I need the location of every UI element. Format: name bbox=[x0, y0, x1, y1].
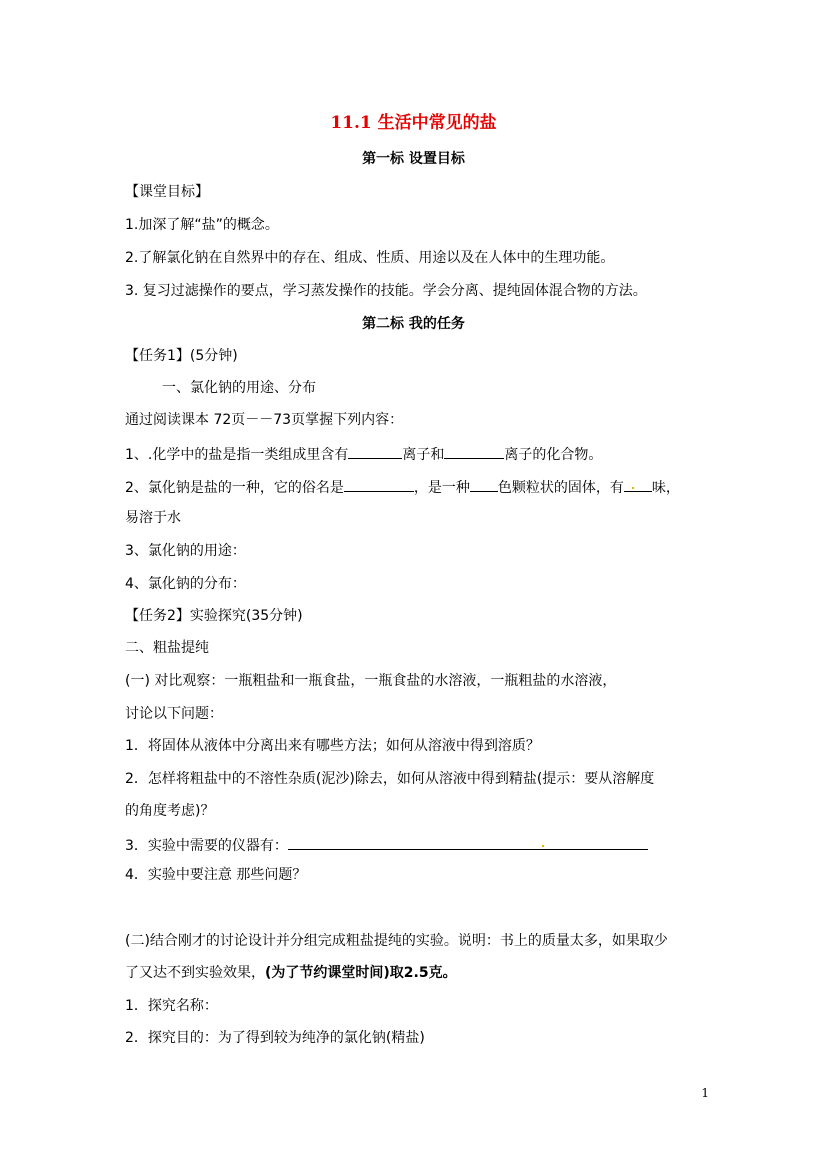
answer-blank[interactable] bbox=[470, 477, 498, 492]
question-1 bbox=[125, 444, 602, 464]
discussion-3-label: 3．实验中需要的仪器有： bbox=[125, 838, 288, 854]
answer-blank[interactable] bbox=[444, 444, 504, 459]
discussion-4: 4．实验中要注意 那些问题？ bbox=[125, 867, 307, 883]
goal-2: 2.了解氯化钠在自然界中的存在、组成、性质、用途以及在人体中的生理功能。 bbox=[125, 250, 615, 266]
discussion-2-continuation: 的角度考虑)？ bbox=[125, 803, 215, 819]
page-number: 1 bbox=[701, 1086, 709, 1100]
section2-heading: 第二标 我的任务 bbox=[362, 316, 465, 332]
answer-blank[interactable] bbox=[624, 477, 652, 492]
part2-line2-text: 了又达不到实验效果， bbox=[125, 965, 265, 981]
stray-mark bbox=[632, 487, 634, 489]
discussion-1: 1．将固体从液体中分离出来有哪些方法；如何从溶液中得到溶质？ bbox=[125, 738, 540, 754]
task1-intro: 通过阅读课本 72页－－73页掌握下列内容： bbox=[125, 412, 404, 428]
task1-subheading: 一、氯化钠的用途、分布 bbox=[162, 380, 316, 396]
answer-blank[interactable] bbox=[288, 835, 648, 850]
task2-heading: 【任务2】实验探究(35分钟) bbox=[125, 608, 303, 624]
question-2-part-d: 味， bbox=[651, 480, 680, 496]
part2-line2 bbox=[125, 964, 457, 982]
task2-subheading: 二、粗盐提纯 bbox=[125, 640, 209, 656]
question-1-part-a: 1、.化学中的盐是指一类组成里含有 bbox=[125, 447, 349, 463]
discuss-text: 讨论以下问题： bbox=[125, 706, 223, 722]
part2-line2-bold: (为了节约课堂时间)取2.5克。 bbox=[265, 965, 457, 981]
question-2 bbox=[125, 477, 680, 497]
goal-3: 3. 复习过滤操作的要点，学习蒸发操作的技能。学会分离、提纯固体混合物的方法。 bbox=[125, 283, 647, 299]
question-3: 3、氯化钠的用途： bbox=[125, 543, 246, 559]
question-1-part-b: 离子和 bbox=[402, 447, 445, 463]
stray-mark bbox=[542, 845, 544, 847]
discussion-3 bbox=[125, 835, 648, 855]
experiment-name: 1．探究名称： bbox=[125, 998, 218, 1014]
question-1-part-c: 离子的化合物。 bbox=[504, 447, 603, 463]
goal-1: 1.加深了解“盐”的概念。 bbox=[125, 217, 279, 233]
section1-heading: 第一标 设置目标 bbox=[362, 151, 465, 167]
part2-line1: (二)结合刚才的讨论设计并分组完成粗盐提纯的实验。说明：书上的质量太多，如果取少 bbox=[125, 933, 668, 949]
question-2-part-c: 色颗粒状的固体，有 bbox=[497, 480, 624, 496]
answer-blank[interactable] bbox=[344, 477, 414, 492]
question-2-part-a: 2、氯化钠是盐的一种，它的俗名是 bbox=[125, 480, 344, 496]
observe-text: (一) 对比观察：一瓶粗盐和一瓶食盐，一瓶食盐的水溶液，一瓶粗盐的水溶液， bbox=[125, 673, 617, 689]
question-2-part-b: ，是一种 bbox=[413, 480, 470, 496]
answer-blank[interactable] bbox=[348, 444, 402, 459]
question-2-continuation: 易溶于水 bbox=[125, 510, 181, 526]
page-title: 11.1 生活中常见的盐 bbox=[330, 113, 497, 133]
task1-heading: 【任务1】(5分钟) bbox=[125, 348, 238, 364]
experiment-purpose: 2．探究目的：为了得到较为纯净的氯化钠(精盐) bbox=[125, 1030, 425, 1046]
class-goals-heading: 【课堂目标】 bbox=[125, 184, 209, 200]
discussion-2: 2．怎样将粗盐中的不溶性杂质(泥沙)除去，如何从溶液中得到精盐(提示：要从溶解度 bbox=[125, 771, 655, 787]
question-4: 4、氯化钠的分布： bbox=[125, 576, 246, 592]
